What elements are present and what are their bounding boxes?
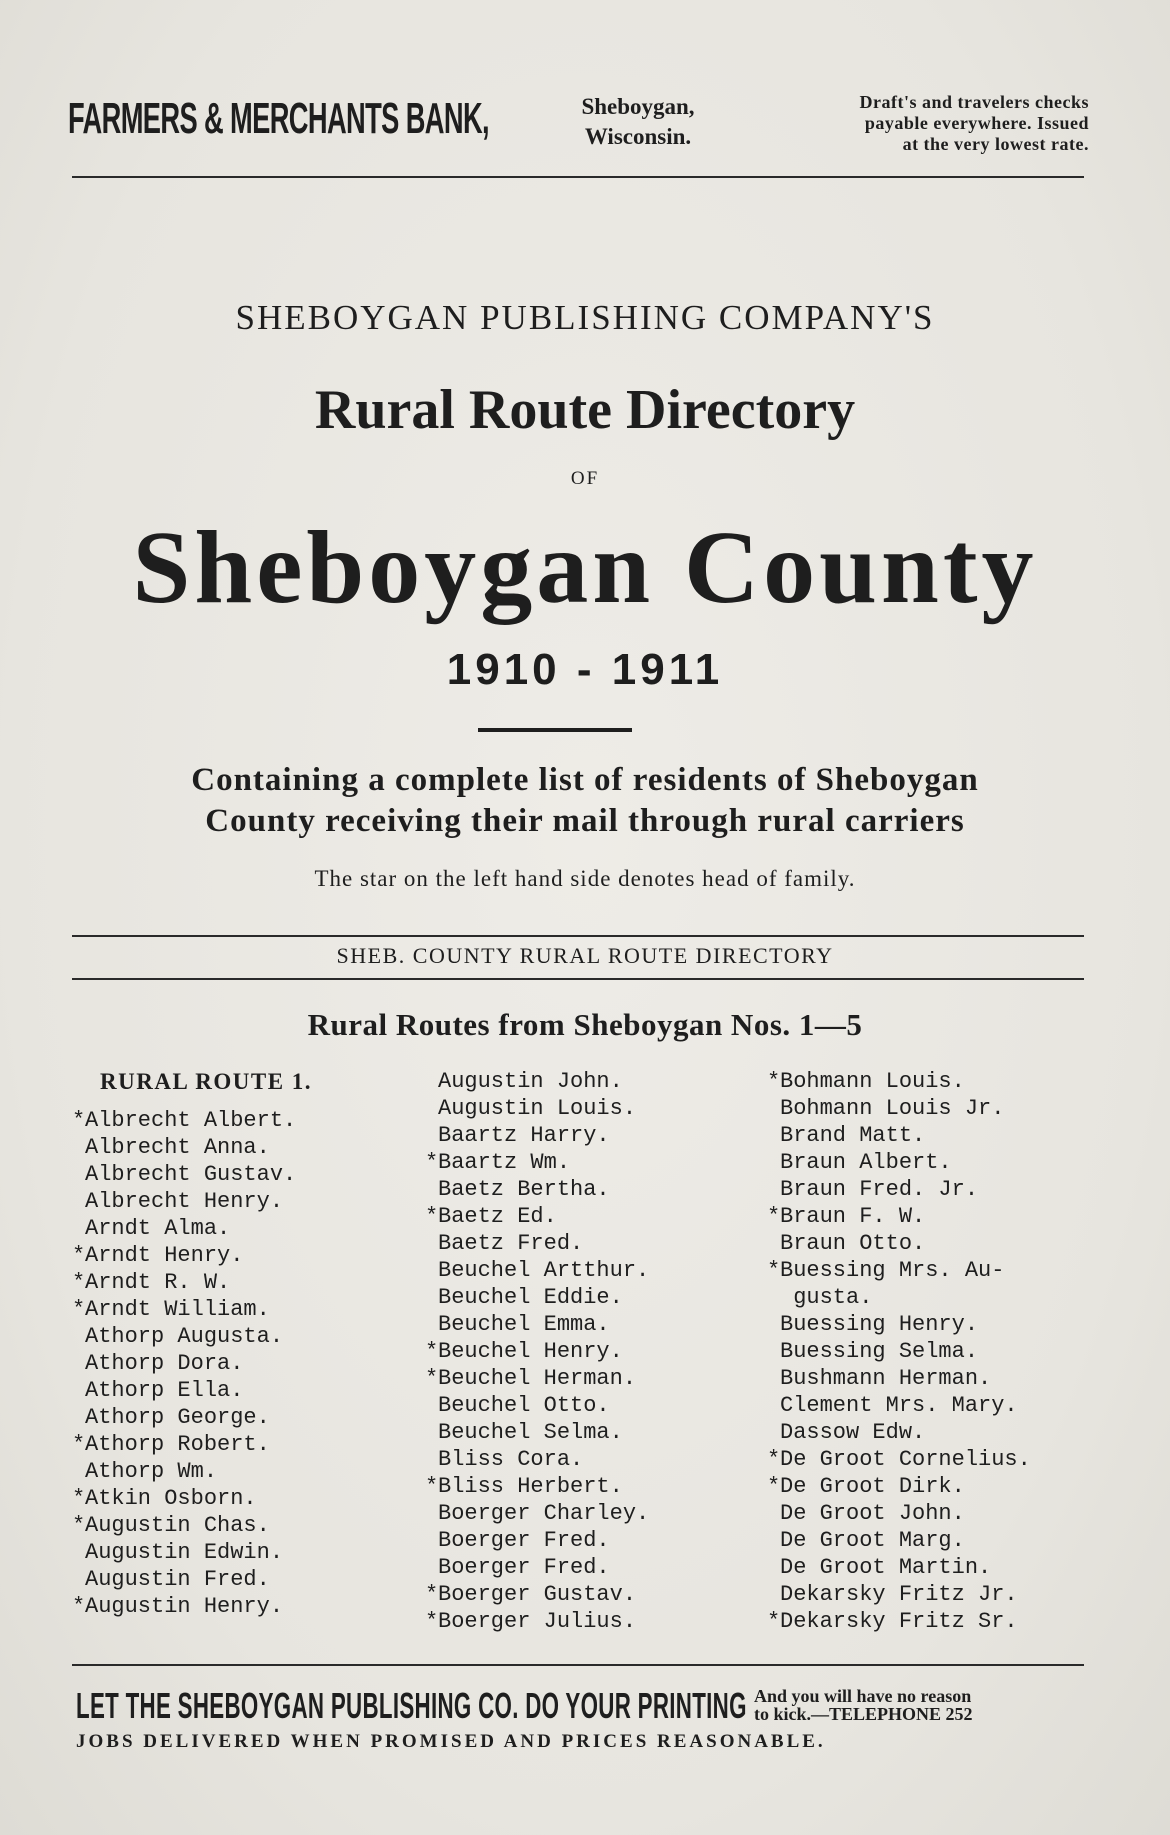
names-list	[72, 1107, 382, 1620]
resident-name: Atkin Osborn.	[85, 1486, 257, 1511]
resident-name: De Groot Martin.	[780, 1555, 992, 1580]
head-of-family-star: *	[425, 1366, 439, 1391]
list-item	[425, 1257, 745, 1284]
resident-name: Arndt Henry.	[85, 1243, 244, 1268]
resident-name: Bushmann Herman.	[780, 1366, 992, 1391]
resident-name: Brand Matt.	[780, 1123, 926, 1148]
resident-name: Athorp Robert.	[85, 1432, 270, 1457]
list-item	[767, 1473, 1097, 1500]
resident-name: Baetz Fred.	[438, 1231, 584, 1256]
resident-name: Baartz Harry.	[438, 1123, 610, 1148]
resident-name: Arndt William.	[85, 1297, 270, 1322]
list-item	[72, 1323, 382, 1350]
resident-name: De Groot Dirk.	[780, 1474, 965, 1499]
resident-name: Augustin Edwin.	[85, 1540, 284, 1565]
list-item	[425, 1392, 745, 1419]
head-of-family-star: *	[767, 1447, 781, 1472]
head-of-family-star: *	[72, 1513, 86, 1538]
list-item	[767, 1095, 1097, 1122]
resident-name: Boerger Gustav.	[438, 1582, 637, 1607]
list-item	[767, 1419, 1097, 1446]
list-item	[767, 1608, 1097, 1635]
resident-name: Dassow Edw.	[780, 1420, 926, 1445]
list-item	[72, 1269, 382, 1296]
list-item	[767, 1527, 1097, 1554]
list-item	[425, 1311, 745, 1338]
resident-name: Baetz Bertha.	[438, 1177, 610, 1202]
resident-name: Braun F. W.	[780, 1204, 926, 1229]
resident-name: Athorp Augusta.	[85, 1324, 284, 1349]
list-item	[767, 1176, 1097, 1203]
resident-name: Beuchel Emma.	[438, 1312, 610, 1337]
list-item	[72, 1512, 382, 1539]
resident-name: Boerger Charley.	[438, 1501, 650, 1526]
head-of-family-star: *	[72, 1243, 86, 1268]
resident-name: Augustin Henry.	[85, 1594, 284, 1619]
list-item	[425, 1527, 745, 1554]
list-item	[72, 1485, 382, 1512]
title-rule	[478, 728, 632, 732]
resident-name: Buessing Henry.	[780, 1312, 979, 1337]
county-title: Sheboygan County	[132, 510, 1038, 625]
head-of-family-star: *	[767, 1609, 781, 1634]
list-item	[72, 1134, 382, 1161]
star-note: The star on the left hand side denotes head of family.	[314, 866, 856, 891]
list-item	[425, 1608, 745, 1635]
names-column-2	[425, 1068, 745, 1635]
running-head: SHEB. COUNTY RURAL ROUTE DIRECTORY	[336, 943, 834, 968]
resident-name: Boerger Fred.	[438, 1528, 610, 1553]
resident-name: Albrecht Albert.	[85, 1108, 297, 1133]
head-of-family-star: *	[767, 1258, 781, 1283]
list-item	[72, 1188, 382, 1215]
resident-name: Augustin John.	[438, 1069, 623, 1094]
resident-name: Albrecht Henry.	[85, 1189, 284, 1214]
resident-name: Clement Mrs. Mary.	[780, 1393, 1018, 1418]
list-item	[767, 1338, 1097, 1365]
head-of-family-star: *	[767, 1069, 781, 1094]
resident-name: Augustin Louis.	[438, 1096, 637, 1121]
list-item	[72, 1215, 382, 1242]
resident-name: Braun Albert.	[780, 1150, 952, 1175]
bank-city: Sheboygan,	[581, 94, 695, 119]
resident-name: Dekarsky Fritz Sr.	[780, 1609, 1018, 1634]
resident-name: Augustin Chas.	[85, 1513, 270, 1538]
list-item	[767, 1392, 1097, 1419]
list-item	[425, 1176, 745, 1203]
resident-name: De Groot John.	[780, 1501, 965, 1526]
resident-name: Braun Otto.	[780, 1231, 926, 1256]
head-of-family-star: *	[425, 1339, 439, 1364]
resident-name: Arndt R. W.	[85, 1270, 231, 1295]
list-item	[767, 1554, 1097, 1581]
resident-name: Braun Fred. Jr.	[780, 1177, 979, 1202]
names-column-3	[767, 1068, 1097, 1635]
list-item	[767, 1149, 1097, 1176]
head-of-family-star: *	[767, 1474, 781, 1499]
list-item	[425, 1203, 745, 1230]
list-item	[72, 1593, 382, 1620]
list-item	[425, 1581, 745, 1608]
header-divider	[72, 176, 1084, 178]
list-item	[425, 1284, 745, 1311]
list-item	[72, 1350, 382, 1377]
resident-name: Beuchel Selma.	[438, 1420, 623, 1445]
list-item	[425, 1365, 745, 1392]
list-item	[767, 1581, 1097, 1608]
resident-name: Boerger Fred.	[438, 1555, 610, 1580]
list-item	[72, 1458, 382, 1485]
list-item	[425, 1149, 745, 1176]
list-item	[767, 1203, 1097, 1230]
list-item	[72, 1377, 382, 1404]
resident-name: Beuchel Artthur.	[438, 1258, 650, 1283]
list-item	[425, 1554, 745, 1581]
routes-title: Rural Routes from Sheboygan Nos. 1—5	[307, 1007, 863, 1042]
directory-title: Rural Route Directory	[314, 379, 856, 441]
resident-name: Beuchel Henry.	[438, 1339, 623, 1364]
footer-divider	[72, 1664, 1084, 1666]
directory-description: Containing a complete list of residents of Sheboygan County receiving their mail through rural carriers	[191, 762, 979, 839]
resident-name: Beuchel Eddie.	[438, 1285, 623, 1310]
resident-name: Augustin Fred.	[85, 1567, 270, 1592]
list-item	[72, 1539, 382, 1566]
list-item	[72, 1431, 382, 1458]
head-of-family-star: *	[72, 1297, 86, 1322]
list-item	[425, 1095, 745, 1122]
telephone-note: And you will have no reason to kick.—TELEPHONE 252	[754, 1686, 973, 1724]
head-of-family-star: *	[425, 1582, 439, 1607]
resident-name: Athorp Dora.	[85, 1351, 244, 1376]
head-of-family-star: *	[425, 1474, 439, 1499]
resident-name: Albrecht Anna.	[85, 1135, 270, 1160]
list-item	[767, 1122, 1097, 1149]
resident-name: Athorp Wm.	[85, 1459, 218, 1484]
head-of-family-star: *	[767, 1204, 781, 1229]
running-head-bottom-rule	[72, 978, 1084, 980]
list-item	[425, 1419, 745, 1446]
bank-advertisement	[68, 84, 1088, 164]
list-item	[767, 1257, 1097, 1284]
resident-name: Albrecht Gustav.	[85, 1162, 297, 1187]
head-of-family-star: *	[425, 1150, 439, 1175]
head-of-family-star: *	[72, 1594, 86, 1619]
bank-drafts-note: Draft's and travelers checks payable everywhere. Issued at the very lowest rate.	[859, 92, 1089, 154]
bank-state: Wisconsin.	[584, 124, 692, 149]
resident-name: Athorp Ella.	[85, 1378, 244, 1403]
names-column-1	[72, 1068, 382, 1620]
list-item	[767, 1365, 1097, 1392]
resident-name: Boerger Julius.	[438, 1609, 637, 1634]
resident-name: gusta.	[780, 1285, 873, 1310]
resident-name: Baetz Ed.	[438, 1204, 557, 1229]
head-of-family-star: *	[425, 1204, 439, 1229]
resident-name: Beuchel Herman.	[438, 1366, 637, 1391]
list-item	[425, 1338, 745, 1365]
publisher-name: SHEBOYGAN PUBLISHING COMPANY'S	[235, 298, 935, 337]
directory-years: 1910 - 1911	[446, 645, 724, 694]
running-head-top-rule	[72, 935, 1084, 937]
list-item	[425, 1122, 745, 1149]
list-item	[425, 1473, 745, 1500]
list-item	[425, 1068, 745, 1095]
title-of: OF	[570, 468, 600, 489]
list-item	[72, 1161, 382, 1188]
list-item	[72, 1242, 382, 1269]
resident-name: Athorp George.	[85, 1405, 270, 1430]
resident-name: Dekarsky Fritz Jr.	[780, 1582, 1018, 1607]
list-item	[72, 1566, 382, 1593]
resident-name: Bliss Herbert.	[438, 1474, 623, 1499]
list-item	[72, 1296, 382, 1323]
route-heading: RURAL ROUTE 1.	[100, 1069, 313, 1094]
printing-slogan: LET THE SHEBOYGAN PUBLISHING CO. DO YOUR PRINTING	[76, 1685, 747, 1726]
list-item	[72, 1107, 382, 1134]
names-list	[767, 1068, 1097, 1635]
resident-name: Buessing Mrs. Au-	[780, 1258, 1005, 1283]
resident-name: Arndt Alma.	[85, 1216, 231, 1241]
resident-name: De Groot Marg.	[780, 1528, 965, 1553]
list-item	[767, 1068, 1097, 1095]
resident-name: Beuchel Otto.	[438, 1393, 610, 1418]
list-item	[767, 1311, 1097, 1338]
list-item	[767, 1284, 1097, 1311]
list-item	[72, 1404, 382, 1431]
printing-tagline: JOBS DELIVERED WHEN PROMISED AND PRICES REASONABLE.	[76, 1731, 826, 1752]
list-item	[425, 1230, 745, 1257]
bank-name: FARMERS & MERCHANTS BANK,	[68, 94, 489, 143]
resident-name: Bliss Cora.	[438, 1447, 584, 1472]
list-item	[425, 1500, 745, 1527]
head-of-family-star: *	[425, 1609, 439, 1634]
list-item	[425, 1446, 745, 1473]
list-item	[767, 1446, 1097, 1473]
resident-name: Bohmann Louis.	[780, 1069, 965, 1094]
head-of-family-star: *	[72, 1270, 86, 1295]
resident-name: Bohmann Louis Jr.	[780, 1096, 1005, 1121]
head-of-family-star: *	[72, 1486, 86, 1511]
list-item	[767, 1500, 1097, 1527]
resident-name: Buessing Selma.	[780, 1339, 979, 1364]
resident-name: De Groot Cornelius.	[780, 1447, 1031, 1472]
names-list	[425, 1068, 745, 1635]
head-of-family-star: *	[72, 1432, 86, 1457]
list-item	[767, 1230, 1097, 1257]
resident-name: Baartz Wm.	[438, 1150, 571, 1175]
head-of-family-star: *	[72, 1108, 86, 1133]
bank-location	[548, 92, 728, 152]
